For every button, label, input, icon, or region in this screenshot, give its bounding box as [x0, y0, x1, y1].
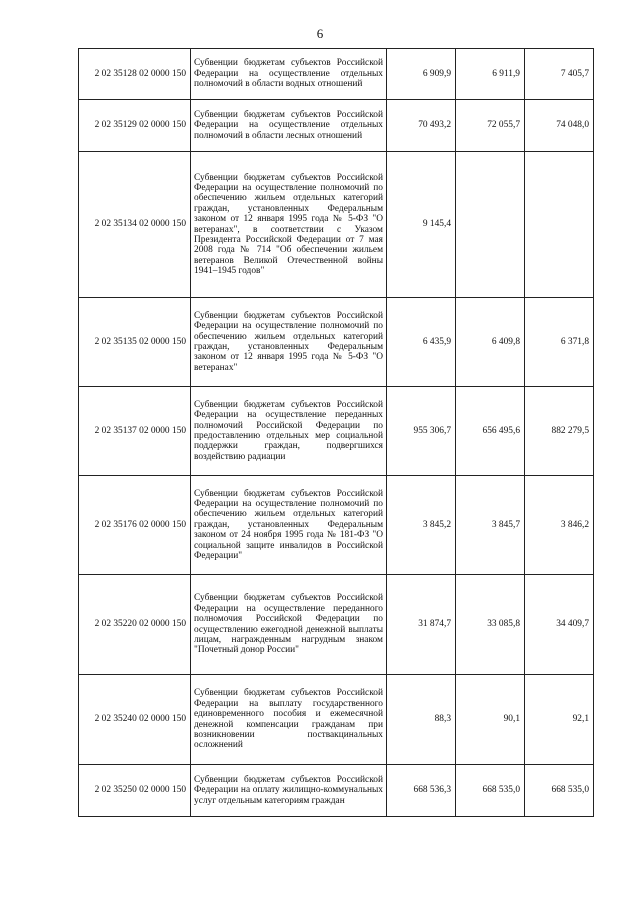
budget-code: 2 02 35129 02 0000 150: [79, 100, 191, 152]
value-year-1: 3 845,2: [387, 476, 456, 575]
value-year-3: 74 048,0: [525, 100, 594, 152]
value-year-2: 6 911,9: [456, 49, 525, 100]
value-year-2: 3 845,7: [456, 476, 525, 575]
item-description: Субвенции бюджетам субъектов Российской Федерации на выплату государственного единовременного пособия и ежемесячной денежной компенсации гражданам при возникновении поствакцинальных осложнений: [191, 675, 387, 765]
value-year-1: 88,3: [387, 675, 456, 765]
budget-code: 2 02 35128 02 0000 150: [79, 49, 191, 100]
value-year-3: [525, 152, 594, 298]
value-year-2: 668 535,0: [456, 765, 525, 817]
value-year-1: 6 435,9: [387, 298, 456, 387]
value-year-1: 70 493,2: [387, 100, 456, 152]
value-year-3: 92,1: [525, 675, 594, 765]
item-description: Субвенции бюджетам субъектов Российской Федерации на оплату жилищно-коммунальных услуг отдельным категориям граждан: [191, 765, 387, 817]
value-year-2: 656 495,6: [456, 387, 525, 476]
table-row: [79, 298, 594, 387]
value-year-2: [456, 152, 525, 298]
value-year-1: 9 145,4: [387, 152, 456, 298]
value-year-1: 668 536,3: [387, 765, 456, 817]
value-year-1: 31 874,7: [387, 575, 456, 675]
budget-table: [78, 48, 594, 817]
value-year-3: 6 371,8: [525, 298, 594, 387]
value-year-2: 6 409,8: [456, 298, 525, 387]
value-year-3: 3 846,2: [525, 476, 594, 575]
item-description: Субвенции бюджетам субъектов Российской Федерации на осуществление полномочий по обеспечению жильем отдельных категорий граждан, установленных Федеральным законом от 12 января 1995 года № 5-ФЗ "О ветеранах", в соответствии с Указом Президента Российской Федерации от 7 мая 2008 года № 714 "Об обеспечении жильем ветеранов Великой Отечественной войны 1941–1945 годов": [191, 152, 387, 298]
item-description: Субвенции бюджетам субъектов Российской Федерации на осуществление полномочий по обеспечению жильем отдельных категорий граждан, установленных Федеральным законом от 12 января 1995 года № 5-ФЗ "О ветеранах": [191, 298, 387, 387]
budget-code: 2 02 35250 02 0000 150: [79, 765, 191, 817]
budget-code: 2 02 35137 02 0000 150: [79, 387, 191, 476]
item-description: Субвенции бюджетам субъектов Российской Федерации на осуществление отдельных полномочий в области лесных отношений: [191, 100, 387, 152]
table-row: [79, 100, 594, 152]
value-year-3: 34 409,7: [525, 575, 594, 675]
budget-table-body: [79, 49, 594, 817]
page-number: 6: [316, 26, 324, 41]
value-year-2: 33 085,8: [456, 575, 525, 675]
table-row: [79, 387, 594, 476]
budget-code: 2 02 35135 02 0000 150: [79, 298, 191, 387]
item-description: Субвенции бюджетам субъектов Российской Федерации на осуществление переданных полномочий Российской Федерации по предоставлению отдельных мер социальной поддержки граждан, подвергшихся воздействию радиации: [191, 387, 387, 476]
value-year-3: 882 279,5: [525, 387, 594, 476]
budget-code: 2 02 35220 02 0000 150: [79, 575, 191, 675]
table-row: [79, 49, 594, 100]
item-description: Субвенции бюджетам субъектов Российской Федерации на осуществление полномочий по обеспечению жильем отдельных категорий граждан, установленных Федеральным законом от 24 ноября 1995 года № 181-ФЗ "О социальной защите инвалидов в Российской Федерации": [191, 476, 387, 575]
table-row: [79, 765, 594, 817]
value-year-3: 668 535,0: [525, 765, 594, 817]
value-year-1: 6 909,9: [387, 49, 456, 100]
budget-code: 2 02 35240 02 0000 150: [79, 675, 191, 765]
table-row: [79, 575, 594, 675]
budget-code: 2 02 35176 02 0000 150: [79, 476, 191, 575]
table-row: [79, 476, 594, 575]
item-description: Субвенции бюджетам субъектов Российской Федерации на осуществление переданного полномочия Российской Федерации по осуществлению ежегодной денежной выплаты лицам, награжденным нагрудным знаком "Почетный донор России": [191, 575, 387, 675]
value-year-3: 7 405,7: [525, 49, 594, 100]
budget-code: 2 02 35134 02 0000 150: [79, 152, 191, 298]
value-year-2: 90,1: [456, 675, 525, 765]
value-year-2: 72 055,7: [456, 100, 525, 152]
table-row: [79, 152, 594, 298]
item-description: Субвенции бюджетам субъектов Российской Федерации на осуществление отдельных полномочий в области водных отношений: [191, 49, 387, 100]
table-row: [79, 675, 594, 765]
value-year-1: 955 306,7: [387, 387, 456, 476]
